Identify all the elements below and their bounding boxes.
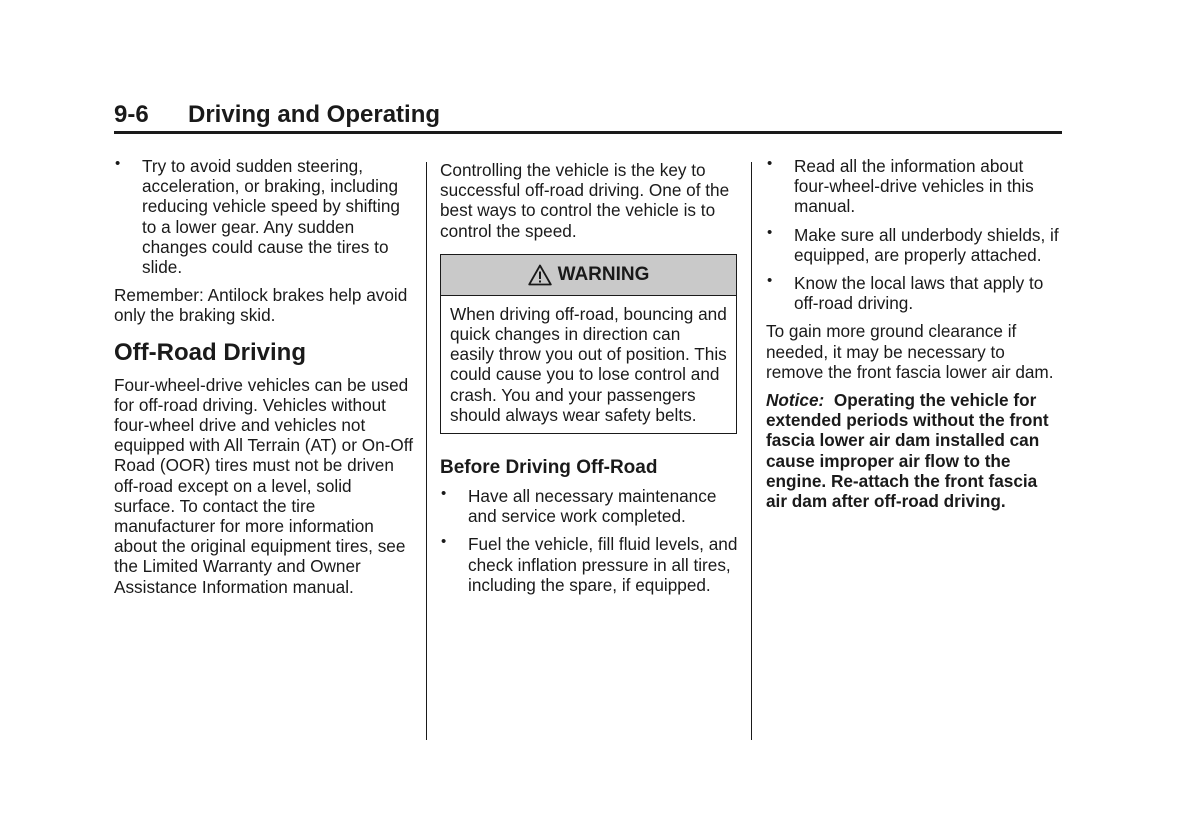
off-road-paragraph: Four-wheel-drive vehicles can be used for off-road driving. Vehicles without four-wheel drive and vehicles not equipped with All Terrain (AT) or On-Off Road (OOR) tires must not be driven off-road except on a level, solid surface. To contact the tire manufacturer for more information about the original equipment tires, see the Limited Warranty and Owner Assistance Information manual. xyxy=(114,374,413,597)
bullet-item-local-laws: • Know the local laws that apply to off-road driving. xyxy=(766,273,1062,313)
column-left xyxy=(114,155,414,597)
before-driving-heading: Before Driving Off-Road xyxy=(440,457,658,479)
warning-header xyxy=(441,255,736,296)
clearance-paragraph: To gain more ground clearance if needed, it may be necessary to remove the front fascia lower air dam. xyxy=(766,321,1054,382)
column-right xyxy=(766,155,1062,511)
column-middle xyxy=(440,155,738,595)
notice-paragraph xyxy=(766,390,1062,511)
section-title: Driving and Operating xyxy=(188,101,441,128)
bullet-item-avoid-sudden-steering: • Try to avoid sudden steering, acceleration, or braking, including reducing vehicle speed by shifting to a lower gear. Any sudden changes could cause the tires to slide. xyxy=(114,156,414,277)
notice-text: Operating the vehicle for extended periods without the front fascia lower air dam installed can cause improper air flow to the engine. Re-attach the front fascia air dam after off-road driving. xyxy=(766,390,1049,512)
notice-label: Notice: xyxy=(766,390,825,411)
control-intro-paragraph: Controlling the vehicle is the key to successful off-road driving. One of the best ways to control the vehicle is to control the speed. xyxy=(440,160,730,241)
bullet-item-read-information: • Read all the information about four-wheel-drive vehicles in this manual. xyxy=(766,156,1062,217)
column-divider xyxy=(426,162,427,740)
warning-title: WARNING xyxy=(557,263,650,285)
bullet-item-fuel-vehicle: • Fuel the vehicle, fill fluid levels, and check inflation pressure in all tires, including the spare, if equipped. xyxy=(440,534,738,595)
remember-paragraph: Remember: Antilock brakes help avoid only the braking skid. xyxy=(114,285,408,326)
warning-triangle-icon xyxy=(528,264,552,286)
bullet-item-maintenance: • Have all necessary maintenance and service work completed. xyxy=(440,486,738,526)
column-divider xyxy=(751,162,752,740)
bullet-item-underbody-shields: • Make sure all underbody shields, if equipped, are properly attached. xyxy=(766,225,1062,265)
warning-body: When driving off-road, bouncing and quick changes in direction can easily throw you out of position. This could cause you to lose control and crash. You and your passengers should always wear safety belts. xyxy=(450,303,727,425)
page-header xyxy=(114,101,1062,134)
off-road-driving-heading: Off-Road Driving xyxy=(114,338,306,366)
page-number: 9-6 xyxy=(114,101,149,128)
warning-box xyxy=(440,254,737,434)
